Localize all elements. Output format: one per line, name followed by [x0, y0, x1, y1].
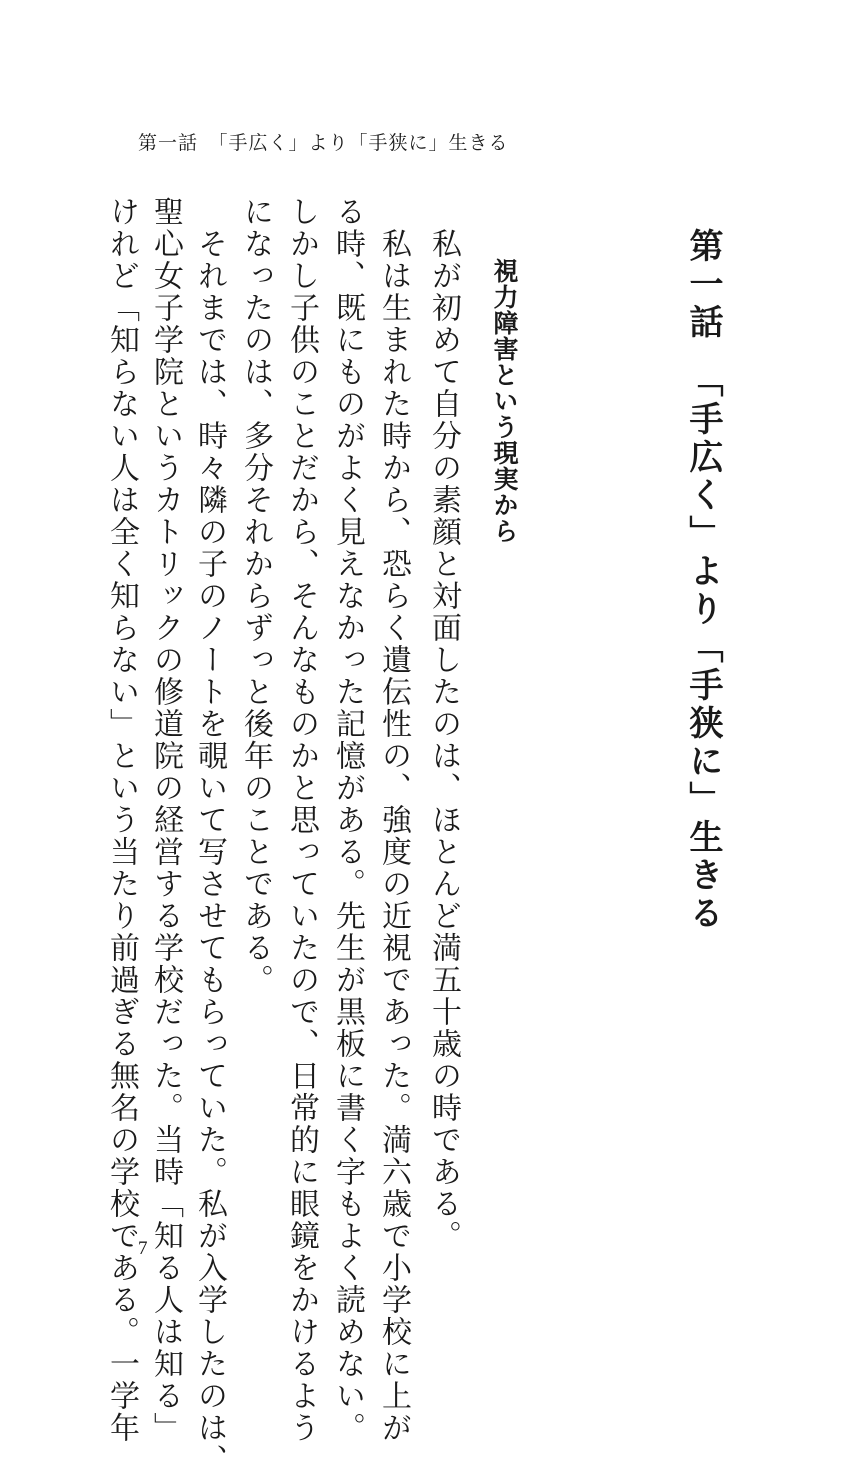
body-line-5: になったのは、多分それからずっと後年のことである。 [238, 196, 273, 996]
body-line-7: 聖心女子学院というカトリックの修道院の経営する学校だった。当時「知る人は知る」 [148, 196, 183, 1444]
page-number: 7 [138, 1238, 148, 1259]
body-line-4: しかし子供のことだから、そんなものかと思っていたので、日常的に眼鏡をかけるよう [284, 196, 319, 1444]
body-line-6: それまでは、時々隣の子のノートを覗いて写させてもらっていた。私が入学したのは、 [192, 196, 227, 1476]
section-heading: 視力障害という現実から [490, 258, 519, 544]
body-line-1: 私が初めて自分の素顔と対面したのは、ほとんど満五十歳の時である。 [426, 196, 461, 1252]
running-header: 第一話 「手広く」より「手狭に」生きる [138, 132, 509, 154]
body-line-3: る時、既にものがよく見えなかった記憶がある。先生が黒板に書く字もよく読めない。 [330, 196, 365, 1444]
body-line-8: けれど「知らない人は全く知らない」という当たり前過ぎる無名の学校である。一学年 [104, 196, 139, 1444]
body-line-2: 私は生まれた時から、恐らく遺伝性の、強度の近視であった。満六歳で小学校に上が [376, 196, 411, 1444]
chapter-title: 第一話 「手広く」より「手狭に」生きる [683, 228, 723, 933]
